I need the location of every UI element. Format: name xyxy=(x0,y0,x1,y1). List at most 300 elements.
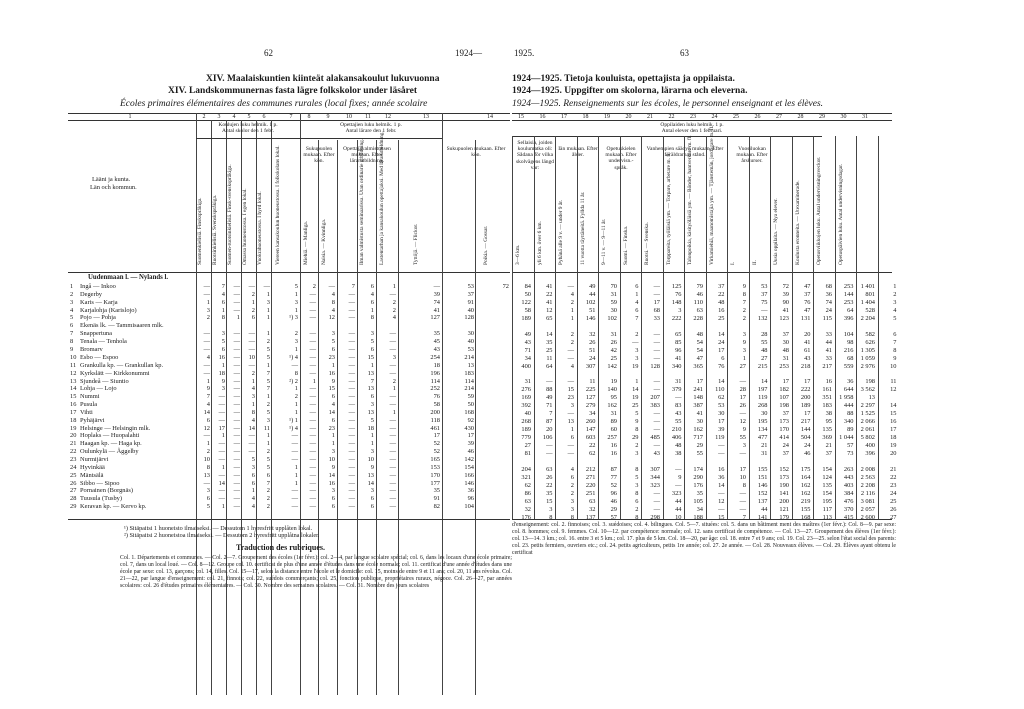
commune-name: Pusula xyxy=(80,401,98,409)
commune-name: Nummi xyxy=(80,393,100,401)
row-number: 10 xyxy=(70,353,77,361)
table-cell: 3 xyxy=(392,353,396,361)
table-cell: 43 xyxy=(804,354,811,362)
table-cell: 51 xyxy=(589,346,596,354)
table-cell: — xyxy=(389,456,396,463)
table-cell: 1 059 xyxy=(860,354,875,362)
table-cell: 1 xyxy=(206,298,210,306)
table-cell: 5 xyxy=(251,456,255,463)
table-cell: — xyxy=(389,393,396,401)
column-number: 29 xyxy=(819,114,825,120)
table-cell: 1 xyxy=(221,503,225,511)
table-cell: 142 xyxy=(607,362,617,370)
table-cell: 164 xyxy=(800,473,811,481)
table-cell: 3 xyxy=(570,505,574,513)
table-cell: 392 xyxy=(521,402,531,410)
table-cell: 340 xyxy=(671,362,682,370)
table-cell: — xyxy=(291,503,298,511)
table-cell: 24 xyxy=(782,442,789,449)
group-header-schools: Koulujen luku helmik. 1 p. Antal skolor den 1 febr. xyxy=(218,122,278,135)
row-number: 29 xyxy=(70,503,77,511)
row-number: 28 xyxy=(70,495,77,503)
commune-name: Tuusula (Tusby) xyxy=(80,495,122,503)
table-cell: 41 xyxy=(804,338,811,346)
column-header: Vuokrahuoneustossa. I hyrd lokal. xyxy=(257,191,263,265)
table-cell: 75 xyxy=(761,298,768,306)
column-number: 19 xyxy=(604,114,610,120)
table-cell: 35 xyxy=(546,338,553,346)
table-cell: — xyxy=(291,495,298,503)
table-cell: 5 xyxy=(331,338,335,346)
table-cell: 5 xyxy=(635,473,639,481)
table-cell: 102 xyxy=(585,298,596,306)
commune-name: Ekenäs lk. — Tammisaaren mlk. xyxy=(80,322,164,330)
table-cell: — xyxy=(653,418,660,426)
table-cell: 10 xyxy=(328,456,335,463)
table-cell: 10 xyxy=(248,353,255,361)
table-cell: 26 xyxy=(589,338,596,346)
table-cell: 7 xyxy=(266,479,270,487)
table-cell: 44 xyxy=(589,290,596,298)
table-cell: 114 xyxy=(464,377,474,385)
table-cell: 74 xyxy=(825,298,832,306)
commune-name: Hoplaks — Huopalahti xyxy=(80,432,140,440)
column-header: Virkamiehiä, maanomistajia ym. — Tjänstemän, jordägare m. fl. xyxy=(708,125,715,265)
table-cell: 603 xyxy=(585,434,596,442)
table-cell: — xyxy=(348,353,355,361)
row-number: 22 xyxy=(70,448,77,456)
table-cell: 13 xyxy=(367,408,374,416)
table-cell: — xyxy=(203,330,210,338)
table-cell: 13 xyxy=(203,471,210,479)
table-cell: 27 xyxy=(739,362,746,370)
table-cell: 152 xyxy=(757,489,768,497)
table-cell: 59 xyxy=(467,393,474,401)
table-cell: 6 xyxy=(635,306,639,314)
table-cell: 1 xyxy=(294,306,298,314)
table-cell: 8 xyxy=(742,481,746,489)
table-cell: — xyxy=(389,463,396,471)
table-cell: 127 xyxy=(430,314,440,322)
table-cell: 183 xyxy=(822,402,832,410)
table-cell: 65 xyxy=(546,314,553,322)
row-number: 14 xyxy=(890,402,897,410)
table-cell: 37 xyxy=(782,449,789,457)
table-cell: 1 xyxy=(236,314,240,322)
table-cell: 9 xyxy=(370,463,374,471)
table-cell: 7 xyxy=(266,369,270,377)
table-cell: — xyxy=(348,298,355,306)
table-cell: — xyxy=(632,338,639,346)
table-cell: — xyxy=(389,440,396,448)
row-number: 18 xyxy=(70,416,77,424)
row-number: 8 xyxy=(70,338,74,346)
table-cell: 26 xyxy=(610,338,617,346)
table-cell: 1 xyxy=(266,314,270,322)
table-cell: 36 xyxy=(467,487,474,495)
subheader-training: Opettajavalmistuksen mukaan. Efter lärarutbildning. xyxy=(343,146,391,165)
table-cell: 35 xyxy=(546,489,553,497)
table-cell: 6 xyxy=(221,298,225,306)
table-cell: 84 xyxy=(524,283,531,290)
table-cell: 271 xyxy=(585,473,596,481)
table-cell: 90 xyxy=(782,298,789,306)
table-cell: 15 xyxy=(718,513,725,521)
table-cell: 124 xyxy=(822,473,832,481)
table-cell: 6 xyxy=(331,503,335,511)
table-cell: — xyxy=(348,369,355,377)
table-cell: 10 xyxy=(739,473,746,481)
table-cell: — xyxy=(309,361,316,369)
table-cell: 3 xyxy=(370,487,374,495)
column-rule xyxy=(534,136,535,519)
table-cell: 17 xyxy=(718,418,725,426)
table-cell: 254 xyxy=(430,353,440,361)
row-number: 17 xyxy=(890,426,897,434)
table-cell: 1 xyxy=(370,440,374,448)
column-number: 31 xyxy=(862,114,868,120)
table-cell: 6 xyxy=(370,283,374,290)
table-cell: — xyxy=(739,505,746,513)
table-cell: 2 xyxy=(570,338,574,346)
table-cell: 1 xyxy=(570,314,574,322)
table-cell: 29 xyxy=(632,434,639,442)
table-cell: 3 xyxy=(294,338,298,346)
table-cell: — xyxy=(309,432,316,440)
column-number: 22 xyxy=(668,114,675,120)
table-cell: — xyxy=(567,283,574,290)
table-cell: 1 xyxy=(331,432,335,440)
row-number: 16 xyxy=(890,418,897,426)
table-cell: — xyxy=(718,489,725,497)
table-cell: 48 xyxy=(675,442,682,449)
table-cell: 135 xyxy=(822,426,832,434)
table-cell: 1 xyxy=(331,361,335,369)
table-cell: 176 xyxy=(521,513,531,521)
table-cell: 3 xyxy=(370,330,374,338)
table-cell: — xyxy=(309,353,316,361)
stub-header-swedish: Län och kommun. xyxy=(90,184,137,191)
column-rule xyxy=(792,136,793,519)
table-cell: 1 xyxy=(742,354,746,362)
table-cell: 461 xyxy=(430,424,440,432)
table-cell: 4 xyxy=(331,306,335,314)
table-cell: 279 xyxy=(585,402,596,410)
commune-name: Karjalohja (Karislojo) xyxy=(80,306,137,314)
table-cell: 384 xyxy=(843,489,854,497)
table-cell: — xyxy=(233,338,240,346)
table-cell: 9 xyxy=(206,385,210,393)
table-cell: — xyxy=(389,401,396,409)
table-cell: 3 xyxy=(635,481,639,489)
row-number: 8 xyxy=(893,346,897,354)
table-cell: 1 xyxy=(251,298,255,306)
table-cell: 55 xyxy=(675,418,682,426)
table-cell: 39 xyxy=(433,290,440,298)
row-number: 12 xyxy=(70,369,77,377)
table-cell: 141 xyxy=(757,513,768,521)
table-cell: 162 xyxy=(607,402,617,410)
table-cell: 74 xyxy=(433,298,440,306)
row-number: 26 xyxy=(70,479,77,487)
table-cell: 96 xyxy=(675,346,682,354)
table-cell: 46 xyxy=(804,449,811,457)
table-cell: 188 xyxy=(693,513,703,521)
row-number: 6 xyxy=(70,322,74,330)
table-cell: 1 xyxy=(294,471,298,479)
table-cell: — xyxy=(248,330,255,338)
table-cell: 2 xyxy=(294,330,298,338)
table-cell: 2 297 xyxy=(860,402,875,410)
row-number: 25 xyxy=(890,497,897,505)
table-cell: — xyxy=(389,330,396,338)
table-cell: 323 xyxy=(671,489,682,497)
table-cell: 200 xyxy=(779,497,789,505)
table-cell: — xyxy=(233,463,240,471)
table-cell: 5 xyxy=(294,283,298,290)
table-cell: — xyxy=(233,298,240,306)
table-cell: 34 xyxy=(589,410,596,418)
table-cell: 82 xyxy=(433,503,440,511)
table-cell: 51 xyxy=(589,306,596,314)
table-cell: 218 xyxy=(800,362,811,370)
right-page xyxy=(512,0,1024,709)
table-cell: 110 xyxy=(693,298,703,306)
table-cell: 3 xyxy=(206,487,210,495)
table-cell: 1 xyxy=(251,377,255,385)
table-cell: 222 xyxy=(800,386,811,394)
table-cell: 415 xyxy=(843,513,854,521)
table-cell: 113 xyxy=(822,513,832,521)
table-cell: 2 057 xyxy=(860,505,875,513)
table-cell: 53 xyxy=(761,283,768,290)
commune-name: Snappertuna xyxy=(80,330,112,338)
table-cell: 87 xyxy=(546,418,553,426)
table-cell: — xyxy=(203,369,210,377)
table-cell: 179 xyxy=(779,513,789,521)
table-cell: 1 xyxy=(266,440,270,448)
table-cell: — xyxy=(761,306,768,314)
table-cell: 400 xyxy=(865,442,875,449)
table-cell: 1 xyxy=(221,432,225,440)
table-cell: 33 xyxy=(653,314,660,322)
table-cell: 41 xyxy=(546,298,553,306)
table-cell: 8 xyxy=(635,465,639,473)
table-cell: 253 xyxy=(843,298,854,306)
table-cell: 96 xyxy=(467,495,474,503)
table-cell: 45 xyxy=(433,338,440,346)
table-cell: — xyxy=(309,495,316,503)
table-cell: 19 xyxy=(632,362,639,370)
table-cell: 365 xyxy=(693,362,703,370)
table-cell: 14 xyxy=(328,471,335,479)
table-cell: 8 xyxy=(206,463,210,471)
table-cell: 141 xyxy=(779,489,789,497)
table-cell: 146 xyxy=(464,479,474,487)
table-cell: 4 xyxy=(392,314,396,322)
table-cell: 1 xyxy=(392,385,396,393)
table-cell: 1 xyxy=(370,361,374,369)
table-cell: 3 xyxy=(742,346,746,354)
table-cell: 400 xyxy=(521,362,531,370)
table-cell: 53 xyxy=(467,345,474,353)
table-cell: 3 xyxy=(570,497,574,505)
row-number: 15 xyxy=(890,410,897,418)
table-cell: — xyxy=(389,416,396,424)
table-cell: 14 xyxy=(203,408,210,416)
table-cell: 142 xyxy=(464,456,474,463)
row-number: 26 xyxy=(890,505,897,513)
table-cell: — xyxy=(389,471,396,479)
section-title: Uudenmaan l. — Nylands l. xyxy=(88,274,169,281)
table-cell: 200 xyxy=(430,408,440,416)
table-cell: 222 xyxy=(671,314,682,322)
table-cell: 8 xyxy=(370,314,374,322)
table-cell: — xyxy=(348,290,355,298)
table-cell: — xyxy=(389,448,396,456)
table-cell: 19 xyxy=(632,394,639,402)
column-header: Viereen kansakoulun huoneustossa. I folkskolans lokal. xyxy=(275,145,281,265)
table-cell: 71 xyxy=(546,402,553,410)
column-header: 11 vuotta täyttäneitä. Fyllda 11 år. xyxy=(579,191,586,265)
table-cell: — xyxy=(233,377,240,385)
table-cell: — xyxy=(389,479,396,487)
table-cell: 32 xyxy=(589,330,596,338)
column-header: Omassa huoneustossa. I egen lokal. xyxy=(242,188,248,265)
table-cell: — xyxy=(567,442,574,449)
table-cell: — xyxy=(233,456,240,463)
table-cell: — xyxy=(233,471,240,479)
table-cell: 2 xyxy=(635,442,639,449)
table-cell: — xyxy=(248,361,255,369)
table-cell: — xyxy=(653,386,660,394)
row-number: 25 xyxy=(70,471,77,479)
table-cell: 29 xyxy=(696,442,703,449)
table-cell: 268 xyxy=(757,402,768,410)
table-cell: 17 xyxy=(467,432,474,440)
table-cell: 307 xyxy=(585,362,596,370)
column-number: 28 xyxy=(797,114,804,120)
table-cell: 70 xyxy=(610,283,617,290)
table-cell: — xyxy=(309,290,316,298)
table-cell: — xyxy=(348,306,355,314)
column-number: 25 xyxy=(733,114,739,120)
table-cell: 6 xyxy=(370,345,374,353)
table-cell: 196 xyxy=(430,369,440,377)
table-cell: 79 xyxy=(696,283,703,290)
table-cell: 26 xyxy=(546,473,553,481)
table-cell: 17 xyxy=(696,378,703,386)
table-cell: 22 xyxy=(589,442,596,449)
table-cell: 3 xyxy=(370,448,374,456)
table-cell: 53 xyxy=(467,283,474,290)
column-number: 17 xyxy=(561,114,567,120)
table-cell: 8 xyxy=(549,513,553,521)
table-cell: — xyxy=(389,338,396,346)
table-cell: 15 xyxy=(328,385,335,393)
table-cell: 1 xyxy=(331,440,335,448)
table-cell: 174 xyxy=(693,465,703,473)
table-cell: — xyxy=(309,401,316,409)
column-number: 18 xyxy=(582,114,589,120)
table-cell: 7 xyxy=(221,283,225,290)
table-cell: 96 xyxy=(610,489,617,497)
table-cell: 28 xyxy=(761,330,768,338)
table-cell: 37 xyxy=(804,290,811,298)
table-cell: 14 xyxy=(718,330,725,338)
table-cell: 626 xyxy=(865,338,875,346)
table-cell: 76 xyxy=(675,290,682,298)
table-cell: 2 xyxy=(266,487,270,495)
table-cell: 7 xyxy=(635,314,639,322)
table-cell: 85 xyxy=(675,338,682,346)
table-cell: 91 xyxy=(467,298,474,306)
commune-name: Keravan kp. — Kervo kp. xyxy=(80,503,147,511)
table-cell: 16 xyxy=(825,378,832,386)
table-cell: 121 xyxy=(779,505,789,513)
column-header: Ruotsi. — Svenska. xyxy=(644,222,650,265)
table-cell: 17 xyxy=(433,432,440,440)
table-cell: 9 xyxy=(742,283,746,290)
column-header: Miehiä. — Manliga. xyxy=(303,220,309,265)
table-cell: 6 xyxy=(331,393,335,401)
table-cell: 13 xyxy=(367,385,374,393)
table-cell: 14 xyxy=(761,378,768,386)
table-cell: — xyxy=(291,487,298,495)
table-title-french: 1924—1925. Renseignements sur les écoles, le personnel enseignant et les élèves. xyxy=(512,99,824,109)
table-cell: 13 xyxy=(467,361,474,369)
table-cell: 6 xyxy=(251,471,255,479)
table-cell: 40 xyxy=(467,338,474,346)
table-cell: 257 xyxy=(607,434,617,442)
table-cell: 212 xyxy=(585,465,596,473)
commune-name: Karis — Karja xyxy=(80,298,118,306)
column-rule xyxy=(770,136,771,519)
table-cell: — xyxy=(218,448,225,456)
table-cell: 72 xyxy=(502,283,509,290)
table-cell: 4 xyxy=(206,401,210,409)
table-cell: 351 xyxy=(822,394,832,402)
table-cell: — xyxy=(348,424,355,432)
table-cell: 11 xyxy=(589,378,596,386)
table-cell: 5 xyxy=(206,503,210,511)
table-cell: — xyxy=(291,456,298,463)
table-cell: 16 xyxy=(718,306,725,314)
table-cell: 14 xyxy=(218,479,225,487)
table-cell: 17 xyxy=(653,298,660,306)
table-cell: 62 xyxy=(718,394,725,402)
table-cell: 152 xyxy=(779,465,789,473)
table-cell: 41 xyxy=(546,283,553,290)
table-cell: 3 xyxy=(549,505,553,513)
table-cell: — xyxy=(309,338,316,346)
table-cell: 76 xyxy=(718,362,725,370)
table-cell: — xyxy=(348,314,355,322)
table-cell: — xyxy=(348,408,355,416)
table-cell: 162 xyxy=(693,426,703,434)
table-cell: 77 xyxy=(610,473,617,481)
table-cell: — xyxy=(218,495,225,503)
row-number: 5 xyxy=(893,314,897,322)
table-cell: 166 xyxy=(464,471,474,479)
table-cell: 2 xyxy=(635,505,639,513)
table-cell: — xyxy=(203,479,210,487)
table-cell: 95 xyxy=(610,394,617,402)
table-cell: — xyxy=(203,361,210,369)
column-header: Suomen-ruotsinkielisiä. Finsk-svenskspråkiga. xyxy=(227,164,233,265)
table-cell: — xyxy=(348,416,355,424)
table-cell: 3 xyxy=(331,487,335,495)
